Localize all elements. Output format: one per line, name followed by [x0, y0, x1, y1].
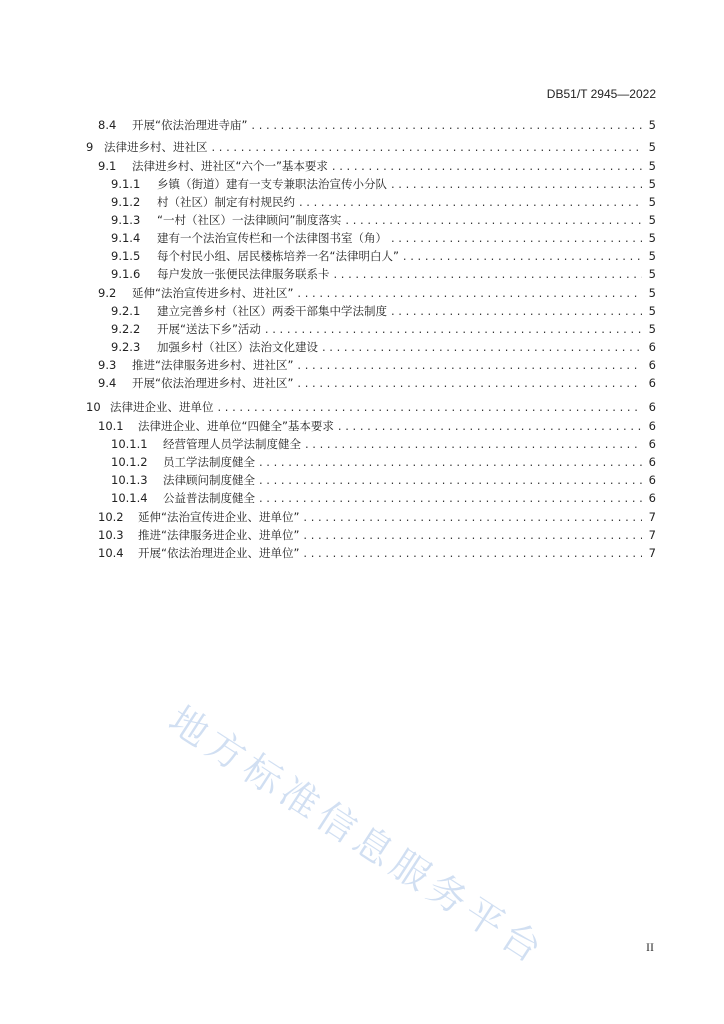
- toc-entry[interactable]: [98, 284, 656, 302]
- toc-entry[interactable]: [98, 356, 656, 374]
- toc-number: 10.4: [98, 546, 124, 560]
- toc-entry[interactable]: [111, 193, 656, 211]
- toc-page: 5: [648, 304, 656, 318]
- toc-title: 每个村民小组、居民楼栋培养一名“法律明白人”: [157, 249, 399, 263]
- toc-leader: [391, 229, 642, 247]
- toc-leader: [297, 374, 642, 392]
- toc-title: 开展“依法治理进企业、进单位”: [138, 546, 300, 560]
- toc-leader: [338, 417, 642, 435]
- toc-number: 10.1.2: [111, 455, 148, 469]
- toc-page: 5: [648, 140, 656, 154]
- toc-entry[interactable]: [111, 320, 656, 338]
- page-number: II: [646, 940, 654, 954]
- toc-page: 6: [648, 358, 656, 372]
- toc-leader: [334, 265, 643, 283]
- toc-entry[interactable]: [98, 417, 656, 435]
- toc-number: 8.4: [98, 118, 117, 132]
- toc-page: 7: [648, 528, 656, 542]
- toc-title: 开展“依法治理进寺庙”: [132, 118, 248, 132]
- toc-page: 6: [648, 437, 656, 451]
- toc-number: 9: [86, 140, 94, 154]
- toc-title: 开展“送法下乡”活动: [157, 322, 261, 336]
- toc-title: 经营管理人员学法制度健全: [163, 437, 301, 451]
- toc-number: 9.1.6: [111, 267, 141, 281]
- toc-number: 9.1.5: [111, 249, 141, 263]
- toc-number: 9.2.2: [111, 322, 141, 336]
- toc-number: 9.4: [98, 376, 117, 390]
- toc-entry[interactable]: [98, 508, 656, 526]
- toc-number: 9.2.1: [111, 304, 141, 318]
- toc-page: 7: [648, 510, 656, 524]
- toc-entry[interactable]: [111, 211, 656, 229]
- toc-title: 公益普法制度健全: [163, 491, 255, 505]
- toc-page: 6: [648, 340, 656, 354]
- toc-page: 5: [648, 249, 656, 263]
- toc-leader: [391, 302, 642, 320]
- document-code: DB51/T 2945—2022: [546, 87, 656, 101]
- toc-entry[interactable]: [86, 398, 656, 416]
- toc-leader: [212, 138, 643, 156]
- toc-leader: [259, 471, 642, 489]
- toc-entry[interactable]: [111, 489, 656, 507]
- toc-number: 10.1.3: [111, 473, 148, 487]
- toc-number: 9.1.3: [111, 213, 141, 227]
- toc-number: 9.1: [98, 159, 117, 173]
- toc-leader: [322, 338, 642, 356]
- toc-page: 5: [648, 195, 656, 209]
- toc-entry[interactable]: [111, 247, 656, 265]
- toc-leader: [259, 453, 642, 471]
- toc-leader: [403, 247, 642, 265]
- toc-entry[interactable]: [98, 157, 656, 175]
- toc-number: 9.1.2: [111, 195, 141, 209]
- toc-leader: [305, 435, 642, 453]
- toc-page: 6: [648, 491, 656, 505]
- watermark: 地方标准信息服务平台: [161, 697, 555, 975]
- toc-title: 员工学法制度健全: [163, 455, 255, 469]
- toc-leader: [259, 489, 642, 507]
- toc-leader: [332, 157, 642, 175]
- toc-entry[interactable]: [98, 526, 656, 544]
- toc-entry[interactable]: [86, 138, 656, 156]
- toc-title: 法律进企业、进单位“四健全”基本要求: [138, 419, 334, 433]
- toc-number: 10.2: [98, 510, 124, 524]
- toc-page: 5: [648, 286, 656, 300]
- toc-page: 5: [648, 213, 656, 227]
- toc-leader: [303, 526, 642, 544]
- toc-title: “一村（社区）一法律顾问”制度落实: [157, 213, 342, 227]
- toc-entry[interactable]: [111, 471, 656, 489]
- toc-leader: [303, 544, 642, 562]
- toc-title: 法律顾问制度健全: [163, 473, 255, 487]
- toc-leader: [345, 211, 642, 229]
- toc-entry[interactable]: [98, 544, 656, 562]
- toc-title: 法律进乡村、进社区: [104, 140, 208, 154]
- toc-number: 9.2: [98, 286, 117, 300]
- toc-entry[interactable]: [111, 338, 656, 356]
- toc-number: 9.1.4: [111, 231, 141, 245]
- toc-title: 村（社区）制定有村规民约: [157, 195, 295, 209]
- toc-entry[interactable]: [111, 175, 656, 193]
- toc-leader: [251, 116, 642, 134]
- toc-title: 法律进乡村、进社区“六个一”基本要求: [132, 159, 328, 173]
- toc-page: 5: [648, 177, 656, 191]
- toc-title: 加强乡村（社区）法治文化建设: [157, 340, 318, 354]
- toc-page: 6: [648, 400, 656, 414]
- toc-entry[interactable]: [111, 435, 656, 453]
- toc-title: 推进“法律服务进企业、进单位”: [138, 528, 300, 542]
- toc-number: 10.1.1: [111, 437, 148, 451]
- toc-entry[interactable]: [98, 116, 656, 134]
- toc-entry[interactable]: [98, 374, 656, 392]
- toc-title: 推进“法律服务进乡村、进社区”: [132, 358, 294, 372]
- toc-entry[interactable]: [111, 302, 656, 320]
- toc-title: 建立完善乡村（社区）两委干部集中学法制度: [157, 304, 387, 318]
- toc-number: 9.2.3: [111, 340, 141, 354]
- toc-number: 10: [86, 400, 101, 414]
- toc-number: 10.1.4: [111, 491, 148, 505]
- toc-leader: [297, 284, 642, 302]
- toc-title: 延伸“法治宣传进乡村、进社区”: [132, 286, 294, 300]
- toc-page: 5: [648, 322, 656, 336]
- toc-entry[interactable]: [111, 229, 656, 247]
- toc-title: 法律进企业、进单位: [110, 400, 214, 414]
- toc-number: 9.3: [98, 358, 117, 372]
- toc-page: 5: [648, 159, 656, 173]
- toc-page: 5: [648, 231, 656, 245]
- toc-title: 每户发放一张便民法律服务联系卡: [157, 267, 330, 281]
- toc-title: 建有一个法治宣传栏和一个法律图书室（角）: [157, 231, 387, 245]
- toc-leader: [303, 508, 642, 526]
- toc-leader: [218, 398, 643, 416]
- toc-page: 7: [648, 546, 656, 560]
- toc-leader: [297, 356, 642, 374]
- toc-page: 6: [648, 455, 656, 469]
- toc-page: 5: [648, 118, 656, 132]
- toc-page: 6: [648, 473, 656, 487]
- toc-title: 延伸“法治宣传进企业、进单位”: [138, 510, 300, 524]
- toc-leader: [391, 175, 642, 193]
- toc-entry[interactable]: [111, 265, 656, 283]
- toc-page: 6: [648, 419, 656, 433]
- toc-leader: [299, 193, 642, 211]
- toc-entry[interactable]: [111, 453, 656, 471]
- toc-number: 10.3: [98, 528, 124, 542]
- toc-leader: [265, 320, 642, 338]
- toc-number: 10.1: [98, 419, 124, 433]
- toc-title: 乡镇（街道）建有一支专兼职法治宣传小分队: [157, 177, 387, 191]
- toc-page: 6: [648, 376, 656, 390]
- toc-page: 5: [648, 267, 656, 281]
- toc-number: 9.1.1: [111, 177, 141, 191]
- toc-title: 开展“依法治理进乡村、进社区”: [132, 376, 294, 390]
